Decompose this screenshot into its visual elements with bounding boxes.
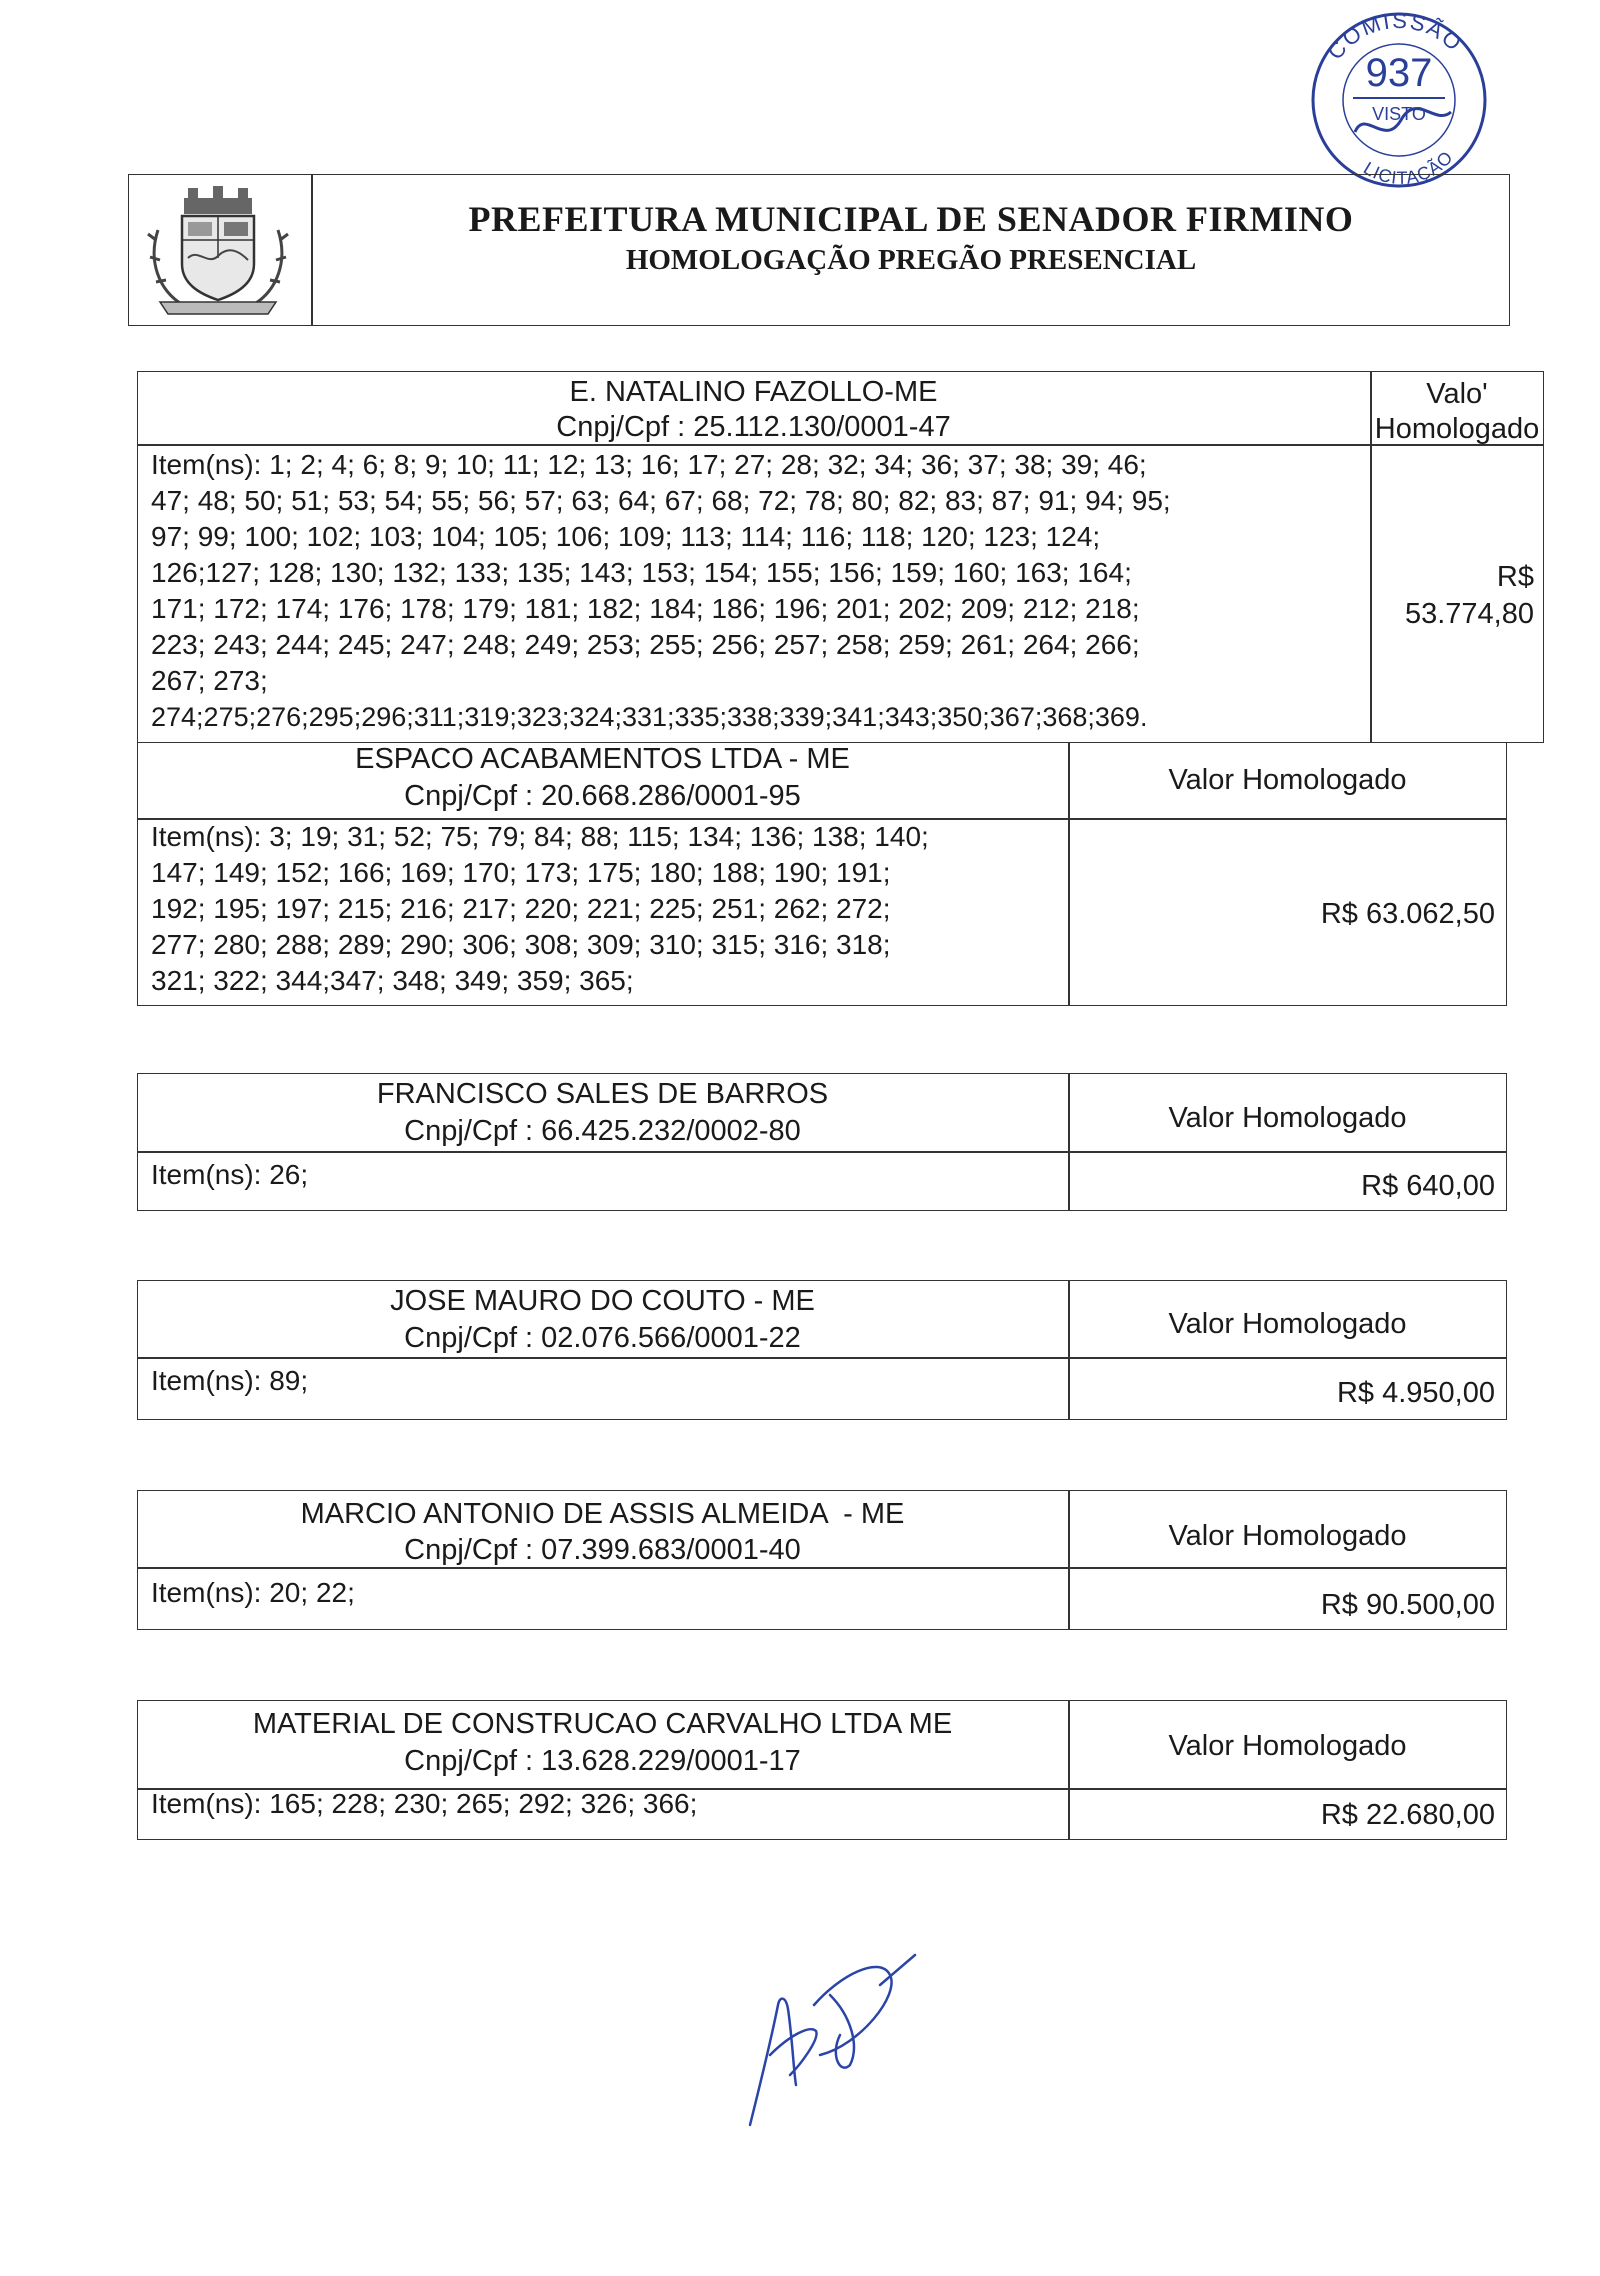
company-cnpj: Cnpj/Cpf : 66.425.232/0002-80 (404, 1115, 801, 1147)
company-name: E. NATALINO FAZOLLO-ME (569, 376, 938, 408)
company-name: MATERIAL DE CONSTRUCAO CARVALHO LTDA ME (252, 1708, 953, 1740)
homologated-value: R$ 90.500,00 (1320, 1589, 1495, 1621)
items-list: Item(ns): 26; (151, 1159, 309, 1190)
company-name: ESPACO ACABAMENTOS LTDA - ME (355, 743, 850, 775)
homologated-value: R$ 640,00 (1361, 1170, 1495, 1202)
homologated-value: R$ 63.062,50 (1320, 898, 1495, 930)
page-subtitle: HOMOLOGAÇÃO PREGÃO PRESENCIAL (625, 244, 1197, 276)
company-cnpj: Cnpj/Cpf : 07.399.683/0001-40 (404, 1534, 801, 1566)
value-header: Valor Homologado (1168, 764, 1407, 796)
items-line: 147; 149; 152; 166; 169; 170; 173; 175; 180; 188; 190; 191; (151, 857, 891, 888)
items-line: 171; 172; 174; 176; 178; 179; 181; 182; 184; 186; 196; 201; 202; 209; 212; 218; (151, 593, 1140, 624)
company-name: MARCIO ANTONIO DE ASSIS ALMEIDA - ME (300, 1498, 905, 1530)
items-line: 277; 280; 288; 289; 290; 306; 308; 309; 310; 315; 316; 318; (151, 929, 891, 960)
items-line: 47; 48; 50; 51; 53; 54; 55; 56; 57; 63; 64; 67; 68; 72; 78; 80; 82; 83; 87; 91; 94; 95; (151, 485, 1171, 516)
entry-table-header-rule (137, 1357, 1507, 1359)
items-line: 126;127; 128; 130; 132; 133; 135; 143; 153; 154; 155; 156; 159; 160; 163; 164; (151, 557, 1132, 588)
handwritten-signature (730, 1935, 930, 2135)
homologated-value: R$ 4.950,00 (1336, 1377, 1495, 1409)
value-header-line2: Homologado (1374, 413, 1540, 445)
stamp-number: 937 (1365, 51, 1433, 95)
value-header: Valor Homologado (1168, 1730, 1407, 1762)
company-cnpj: Cnpj/Cpf : 13.628.229/0001-17 (404, 1745, 801, 1777)
items-list (151, 447, 1369, 735)
company-name: FRANCISCO SALES DE BARROS (376, 1078, 829, 1110)
items-list: Item(ns): 89; (151, 1365, 309, 1396)
value-line1: R$ (1496, 561, 1534, 593)
homologated-value: R$ 22.680,00 (1320, 1799, 1495, 1831)
entry-table-header-rule (137, 1151, 1507, 1153)
items-list (151, 819, 1066, 999)
items-list: Item(ns): 165; 228; 230; 265; 292; 326; 366; (151, 1788, 698, 1819)
items-list: Item(ns): 20; 22; (151, 1577, 355, 1608)
value-header: Valor Homologado (1168, 1308, 1407, 1340)
company-name: JOSE MAURO DO COUTO - ME (390, 1285, 815, 1317)
value-header: Valor Homologado (1168, 1520, 1407, 1552)
company-cnpj: Cnpj/Cpf : 02.076.566/0001-22 (404, 1322, 801, 1354)
homologated-value: 53.774,80 (1404, 598, 1534, 630)
company-cnpj: Cnpj/Cpf : 25.112.130/0001-47 (556, 411, 951, 443)
value-header: Valor Homologado (1168, 1102, 1407, 1134)
page-title: PREFEITURA MUNICIPAL DE SENADOR FIRMINO (468, 199, 1354, 239)
company-cnpj: Cnpj/Cpf : 20.668.286/0001-95 (404, 780, 801, 812)
stamp-bottom-text: LICITAÇÃO (1360, 146, 1458, 189)
items-line: 267; 273; (151, 665, 268, 696)
stamp-top-text: COMISSÃO (1322, 8, 1468, 65)
items-line: 321; 322; 344;347; 348; 349; 359; 365; (151, 965, 634, 996)
items-line: 192; 195; 197; 215; 216; 217; 220; 221; 225; 251; 262; 272; (151, 893, 891, 924)
items-line: Item(ns): 3; 19; 31; 52; 75; 79; 84; 88; 115; 134; 136; 138; 140; (151, 821, 929, 852)
value-header-line1: Valo' (1426, 378, 1488, 410)
items-line: 223; 243; 244; 245; 247; 248; 249; 253; 255; 256; 257; 258; 259; 261; 264; 266; (151, 629, 1140, 660)
items-line: 274;275;276;295;296;311;319;323;324;331;335;338;339;341;343;350;367;368;369. (151, 702, 1148, 732)
items-line: 97; 99; 100; 102; 103; 104; 105; 106; 109; 113; 114; 116; 118; 120; 123; 124; (151, 521, 1101, 552)
items-line: Item(ns): 1; 2; 4; 6; 8; 9; 10; 11; 12; 13; 16; 17; 27; 28; 32; 34; 36; 37; 38; 39; 46; (151, 449, 1147, 480)
coat-of-arms-logo (138, 180, 298, 320)
commission-stamp (1305, 8, 1493, 190)
stamp-visto: VISTO (1372, 104, 1426, 124)
